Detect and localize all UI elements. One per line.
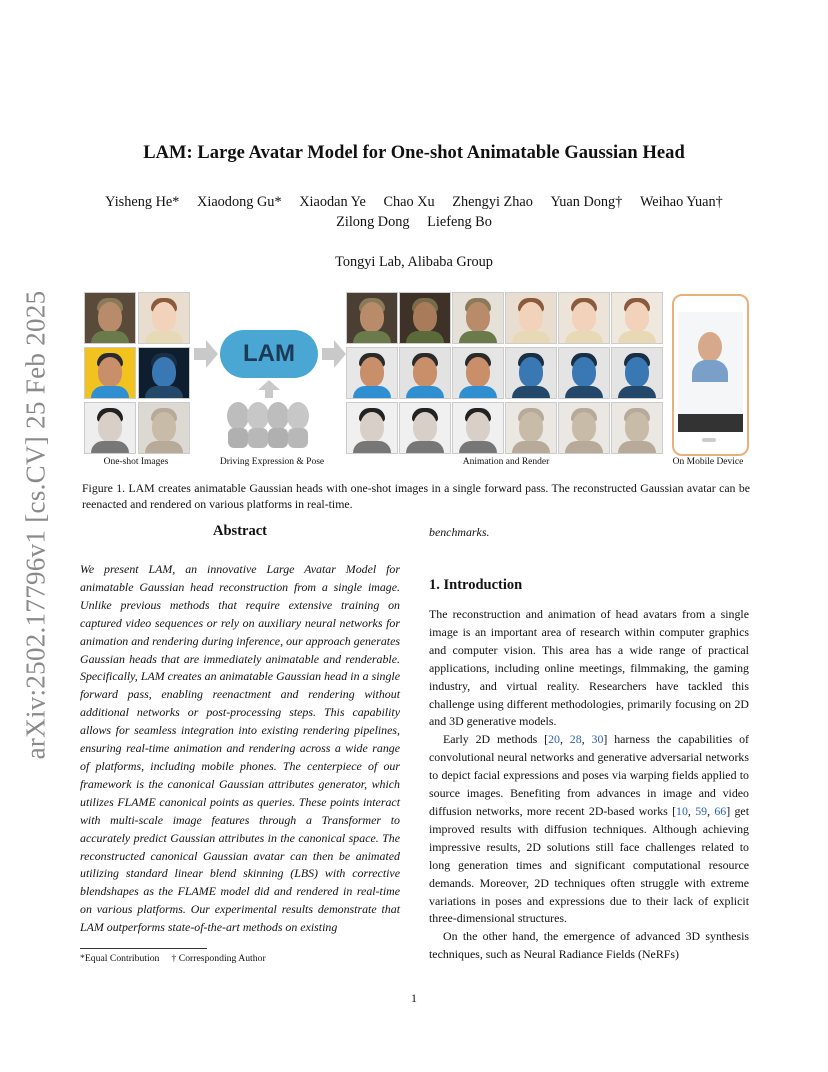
animation-frame [558,347,610,399]
abstract-heading: Abstract [213,523,267,539]
oneshot-image [138,402,190,454]
author-list-line2 [0,214,828,231]
author-name: Chao Xu [383,194,435,210]
author-list-line1 [0,194,828,211]
arrow-right-icon [194,340,218,368]
citation-link[interactable]: 28 [569,732,582,747]
label-animation: Animation and Render [462,457,550,467]
label-mobile: On Mobile Device [672,457,744,467]
author-name: Yisheng He* [105,194,180,210]
author-name: Weihao Yuan† [639,194,723,210]
label-driving: Driving Expression & Pose [219,457,325,467]
animation-frame [399,292,451,344]
figure-teaser [82,290,750,470]
author-name: Zhengyi Zhao [452,194,533,210]
intro-paragraph: On the other hand, the emergence of advanced 3D synthesis techniques, such as Neural Radiance Fields (NeRFs) [429,929,749,962]
oneshot-image [84,402,136,454]
abstract-continuation: benchmarks. [429,525,490,539]
oneshot-image [84,292,136,344]
citation-link[interactable]: 10 [676,803,688,818]
intro-paragraph: The reconstruction and animation of head avatars from a single image is an important area of research within computer graphics and computer vision. This area has a wide range of practical applications, including online meetings, filmmaking, the gaming industry, and virtual reality. Researchers have tackled this challenge using different methodologies, primarily focusing on 2D and 3D generative models. [429,607,749,729]
animation-frame [452,402,504,454]
animation-frame [346,347,398,399]
citation-link[interactable]: 66 [714,803,727,818]
section-heading-introduction: 1. Introduction [429,577,523,593]
animation-frame [399,402,451,454]
animation-frame [611,402,663,454]
animation-frame [399,347,451,399]
affiliation: Tongyi Lab, Alibaba Group [335,254,493,270]
citation-link[interactable]: 30 [591,732,604,747]
page-number: 1 [411,991,417,1005]
citation-link[interactable]: 59 [695,803,708,818]
driving-heads-illustration [222,396,322,452]
author-name: Yuan Dong† [550,194,623,210]
animation-frame [558,292,610,344]
oneshot-image [138,347,190,399]
animation-frame [505,347,557,399]
arxiv-identifier: arXiv:2502.17796v1 [cs.CV] 25 Feb 2025 [20,290,51,760]
lam-model-pill: LAM [220,330,318,378]
author-name: Liefeng Bo [427,214,492,230]
arrow-right-icon [322,340,346,368]
figure-caption: Figure 1. LAM creates animatable Gaussian heads with one-shot images in a single forward pass. The reconstructed Gaussian avatar can be reenacted and rendered on various platforms in real-time. [82,481,750,511]
animation-frame [611,292,663,344]
mobile-phone-illustration [672,294,749,456]
introduction-body [429,606,749,964]
animation-frame [452,292,504,344]
footnote: *Equal Contribution † Corresponding Author [80,953,266,964]
footnote-rule [80,948,207,949]
animation-frame [505,402,557,454]
author-name: Xiaodan Ye [299,194,366,210]
animation-frame [505,292,557,344]
animation-frame [558,402,610,454]
animation-frame [346,402,398,454]
animation-frame [452,347,504,399]
label-oneshot: One-shot Images [103,457,169,467]
author-name: Zilong Dong [336,214,410,230]
oneshot-image [138,292,190,344]
abstract-body: We present LAM, an innovative Large Avatar Model for animatable Gaussian head reconstruction from a single image. Unlike previous methods that require extensive training on captured video sequences or rely on auxiliary neural networks for animation and rendering during inference, our approach generates Gaussian heads that are immediately animatable and renderable. Specifically, LAM creates an animatable Gaussian head in a single forward pass, enabling reenactment and rendering without additional networks or post-processing steps. This capability allows for seamless integration into existing rendering pipelines, ensuring real-time animation and rendering across a wide range of platforms, including mobile phones. The centerpiece of our framework is the canonical Gaussian attributes generator, which utilizes FLAME canonical points as queries. These points interact with multi-scale image features through a Transformer to accurately predict Gaussian attributes in the canonical space. The reconstructed canonical Gaussian avatar can then be animated utilizing standard linear blend skinning (LBS) with corrective blendshapes as the FLAME model did and rendered in real-time on various platforms. Our experimental results demonstrate that LAM outperforms state-of-the-art methods on existing [80,562,400,935]
citation-link[interactable]: 20 [548,732,560,747]
intro-paragraph: Early 2D methods [20, 28, 30] harness the capabilities of convolutional neural networks and generative adversarial networks to depict facial expressions and poses via warping fields applied to source images. Benefiting from advances in image and video diffusion networks, more recent 2D-based works [10, 59, 66] get improved results with diffusion techniques. Although achieving impressive results, 2D solutions still face challenges related to long generation times and significant computational resource demands. Moreover, 2D techniques often struggle with extreme variations in poses and expressions due to their lack of explicit three-dimensional structures. [429,732,750,926]
animation-frame [346,292,398,344]
oneshot-image [84,347,136,399]
animation-frame [611,347,663,399]
author-name: Xiaodong Gu* [197,194,282,210]
paper-title: LAM: Large Avatar Model for One-shot Animatable Gaussian Head [143,143,685,163]
